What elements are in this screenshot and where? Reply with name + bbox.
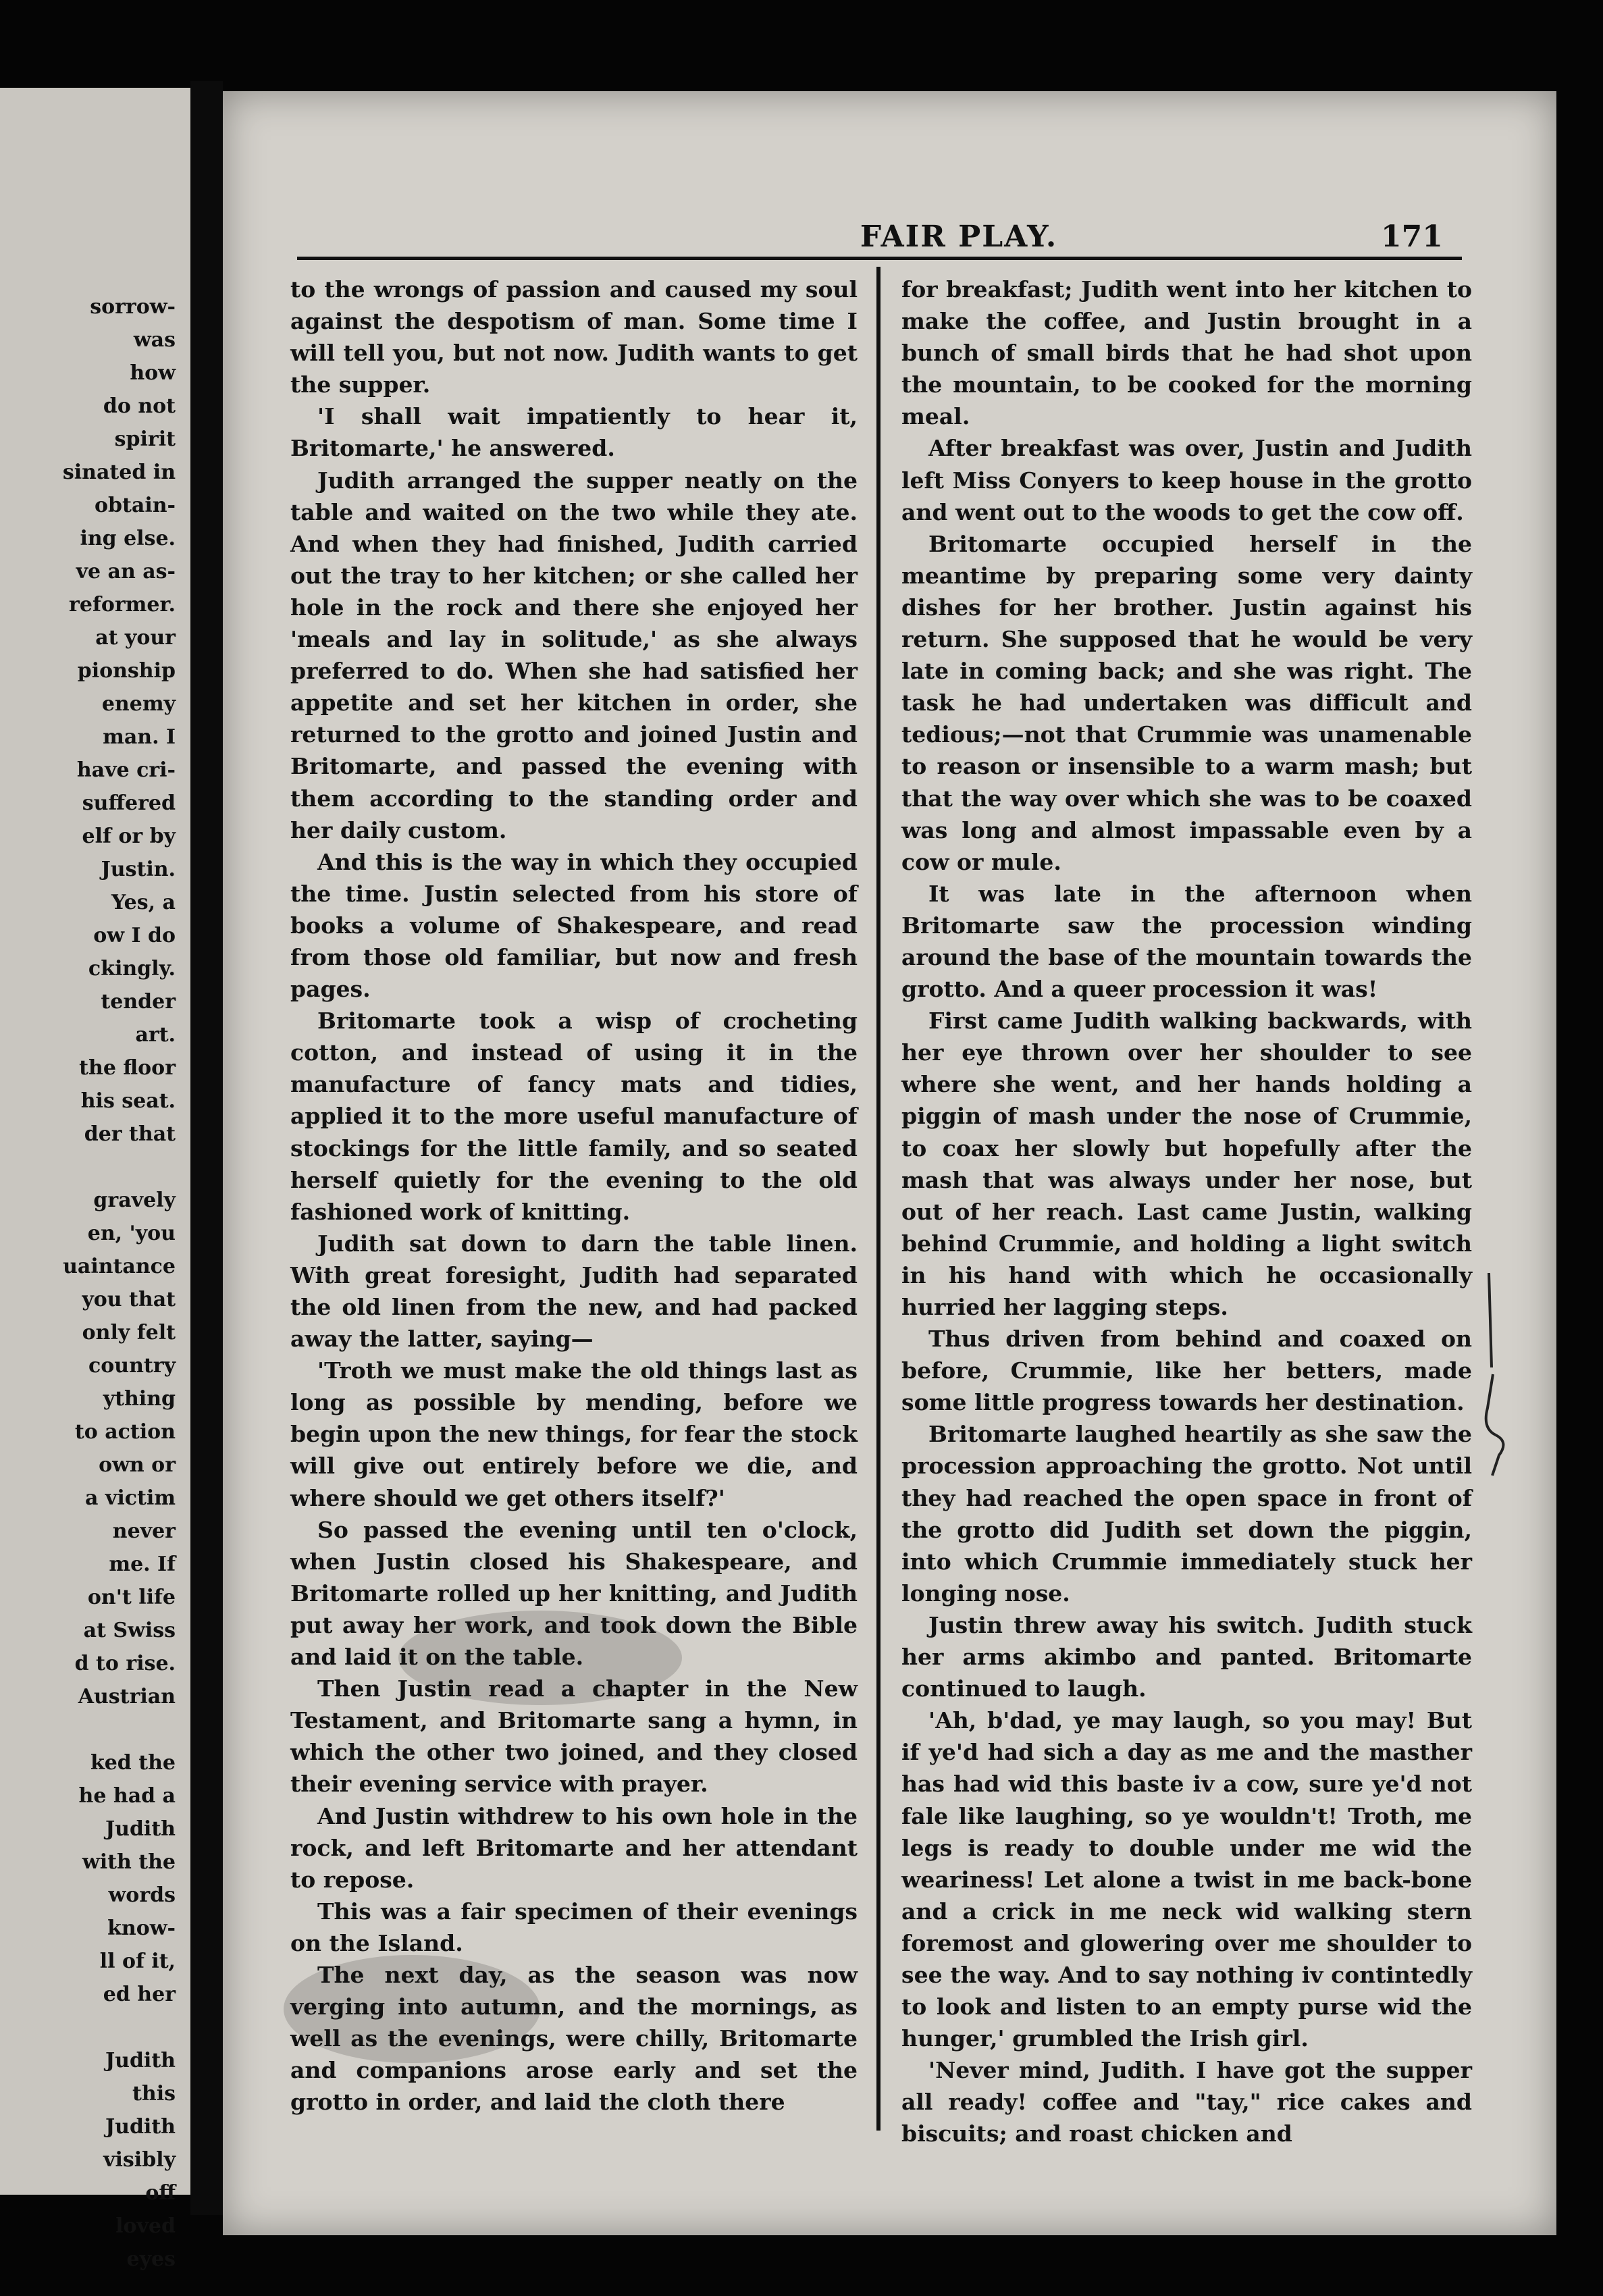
left-fragment-line: ing else. [80,527,176,550]
left-fragment-line [14,1151,176,1184]
left-column [290,273,858,2118]
left-fragment-line: ything [103,1387,176,1411]
right-column [901,273,1472,2150]
document-page [223,91,1556,2235]
left-fragment-line: der that [84,1122,176,1146]
paragraph: Britomarte occupied herself in the meantime by preparing some very dainty dishes for her brother. Justin against his return. She supposed that he would be very late in coming back; and she was right. The task he had undertaken was difficult and tedious;—not that Crummie was unamenable to reason or insensible to a warm mash; but that the way over which she was to be coaxed was long and almost impassable even by a cow or mule. [901,530,1472,875]
left-fragment-line: never [112,1519,176,1543]
left-fragment-line: tender [101,990,176,1014]
paragraph: It was late in the afternoon when Britomarte saw the procession winding around the base of the mountain towards the grotto. And a queer procession it was! [901,880,1472,1003]
left-fragment-line: with the [82,1850,176,1874]
left-fragment-line: words [108,1883,176,1907]
left-fragment-line: know- [107,1916,176,1940]
left-fragment-line: ckingly. [88,957,176,981]
left-fragment-line: elf or by [82,825,176,848]
left-fragment-line: uaintance [63,1255,176,1278]
paragraph: And this is the way in which they occupied the time. Justin selected from his store of books a volume of Shakespeare, and read from those old familiar, but now and fresh pages. [290,848,858,1003]
left-fragment-line: reformer. [69,593,176,617]
paragraph: 'Troth we must make the old things last as long as possible by mending, before we begin upon the new things, for fear the stock will give out entirely before we die, and where should we get others itself?' [290,1357,858,1511]
paragraph: The next day, as the season was now verging into autumn, and the mornings, as well as the evenings, were chilly, Britomarte and companions arose early and set the grotto in order, and laid the cloth there [290,1961,858,2116]
left-fragment-line: to action [74,1420,176,1444]
left-fragment-line: you that [82,1288,176,1311]
left-fragment-line: country [88,1354,176,1378]
column-rule [876,267,881,2131]
left-fragment-line: he had a [78,1784,176,1808]
page-number: 171 [1381,219,1443,254]
left-fragment-line: at your [95,626,176,650]
left-fragment-line: have cri- [76,758,176,782]
left-fragment-line: gravely [93,1189,176,1212]
left-fragment-line: at Swiss [83,1619,176,1642]
left-fragment-line [14,2011,176,2044]
paragraph: 'Ah, b'dad, ye may laugh, so you may! But if ye'd had sich a day as me and the masther has had wid this baste iv a cow, sure ye'd not fale like laughing, so ye wouldn't! Troth, me legs is ready to double under me wid the weariness! Let alone a twist in me back-bone and a crick in me neck wid walking stern foremost and glowering over me shoulder to see the way. And to say nothing iv contintedly to look and listen to an empty purse wid the hunger,' grumbled the Irish girl. [901,1707,1472,2052]
left-fragment-line: ow I do [93,924,176,947]
left-fragment-line: ve an as- [76,560,176,583]
paragraph: Judith arranged the supper neatly on the table and waited on the two while they ate. And when they had finished, Judith carried out the tray to her kitchen; or she called her hole in the rock and there she enjoyed her 'meals and lay in solitude,' as she always preferred to do. When she had satisfied her appetite and set her kitchen in order, she returned to the grotto and joined Justin and Britomarte, and passed the evening with them according to the standing order and her daily custom. [290,467,858,843]
left-fragment-line: Austrian [78,1685,176,1708]
left-fragment-line: off [145,2181,176,2205]
paragraph: 'I shall wait impatiently to hear it, Britomarte,' he answered. [290,403,858,462]
paragraph: After breakfast was over, Justin and Judith left Miss Conyers to keep house in the grotto and went out to the woods to get the cow off. [901,435,1472,525]
page-gutter [190,81,223,2215]
left-fragment-line: visibly [103,2148,176,2172]
left-fragment-line: art. [135,1023,176,1047]
paragraph: 'Never mind, Judith. I have got the supper all ready! coffee and "tay," rice cakes and biscuits; and roast chicken and [901,2057,1472,2147]
left-fragment-line: d to rise. [74,1652,176,1675]
margin-pencil-mark [1462,1273,1523,1489]
left-fragment-line: sinated in [62,461,176,484]
left-fragment-line: only felt [82,1321,176,1345]
paragraph: Then Justin read a chapter in the New Testament, and Britomarte sang a hymn, in which the other two joined, and they closed their evening service with prayer. [290,1675,858,1798]
left-fragment-line: his seat. [80,1089,176,1113]
left-fragment-line: was [133,328,176,352]
left-fragment-line: ll of it, [99,1950,176,1973]
left-fragment-line: do not [103,394,176,418]
left-fragment-line: Yes, a [111,891,176,914]
paragraph: So passed the evening until ten o'clock, when Justin closed his Shakespeare, and Britomarte rolled up her knitting, and Judith put away her work, and took down the Bible and laid it on the table. [290,1516,858,1671]
left-fragment-line: spirit [114,427,176,451]
left-fragment-line: suffered [82,791,176,815]
paragraph: First came Judith walking backwards, with her eye thrown over her shoulder to see where she went, and her hands holding a piggin of mash under the nose of Crummie, to coax her slowly but hopefully after the mash that was always under her nose, but out of her reach. Last came Justin, walking behind Crummie, and holding a light switch in his hand with which he occasionally hurried her lagging steps. [901,1008,1472,1320]
left-fragment-line: the floor [79,1056,176,1080]
paragraph: Britomarte laughed heartily as she saw the procession approaching the grotto. Not until they had reached the open space in front of the grotto did Judith set down the piggin, into which Crummie immediately stuck her longing nose. [901,1421,1472,1607]
paragraph: And Justin withdrew to his own hole in the rock, and left Britomarte and her attendant to repose. [290,1802,858,1893]
left-fragment-line: ked the [90,1751,176,1775]
left-fragment-line: ed her [103,1983,176,2006]
left-page-text [14,290,176,2276]
left-fragment-line: eyes [126,2247,176,2271]
left-fragment-line [14,1713,176,1746]
left-fragment-line: Justin. [101,858,176,881]
left-fragment-line: how [130,361,176,385]
paragraph: Thus driven from behind and coaxed on before, Crummie, like her betters, made some little progress towards her destination. [901,1326,1472,1416]
left-fragment-line: on't life [87,1586,176,1609]
left-fragment-line: enemy [101,692,176,716]
left-fragment-line: a victim [85,1486,176,1510]
paragraph: Britomarte took a wisp of crocheting cotton, and instead of using it in the manufacture of fancy mats and tidies, applied it to the more useful manufacture of stockings for the little family, and so seated herself quietly for the evening to the old fashioned work of knitting. [290,1008,858,1225]
paragraph: for breakfast; Judith went into her kitchen to make the coffee, and Justin brought in a bunch of small birds that he had shot upon the mountain, to be cooked for the morning meal. [901,276,1472,430]
left-fragment-line: obtain- [95,494,176,517]
left-fragment-line: Judith [105,2115,176,2139]
left-page-fragment [0,88,190,2271]
paragraph: This was a fair specimen of their evenings on the Island. [290,1898,858,1956]
left-fragment-line: Judith [105,2049,176,2072]
running-title: FAIR PLAY. [860,219,1058,254]
left-fragment-line: this [132,2082,176,2106]
left-fragment-line: man. I [103,725,176,749]
paragraph: Justin threw away his switch. Judith stuck her arms akimbo and panted. Britomarte continued to laugh. [901,1611,1472,1702]
left-fragment-line: loved [115,2214,176,2238]
left-fragment-line: own or [99,1453,176,1477]
left-fragment-line: pionship [77,659,176,683]
header-rule [297,257,1462,260]
paragraph: to the wrongs of passion and caused my soul against the despotism of man. Some time I will tell you, but not now. Judith wants to get the supper. [290,276,858,398]
left-fragment-line: sorrow- [90,295,176,319]
left-fragment-line: en, 'you [87,1222,176,1245]
left-fragment-line: Judith [105,1817,176,1841]
paragraph: Judith sat down to darn the table linen. With great foresight, Judith had separated the old linen from the new, and had packed away the latter, saying— [290,1230,858,1353]
left-fragment-line: me. If [109,1553,176,1576]
